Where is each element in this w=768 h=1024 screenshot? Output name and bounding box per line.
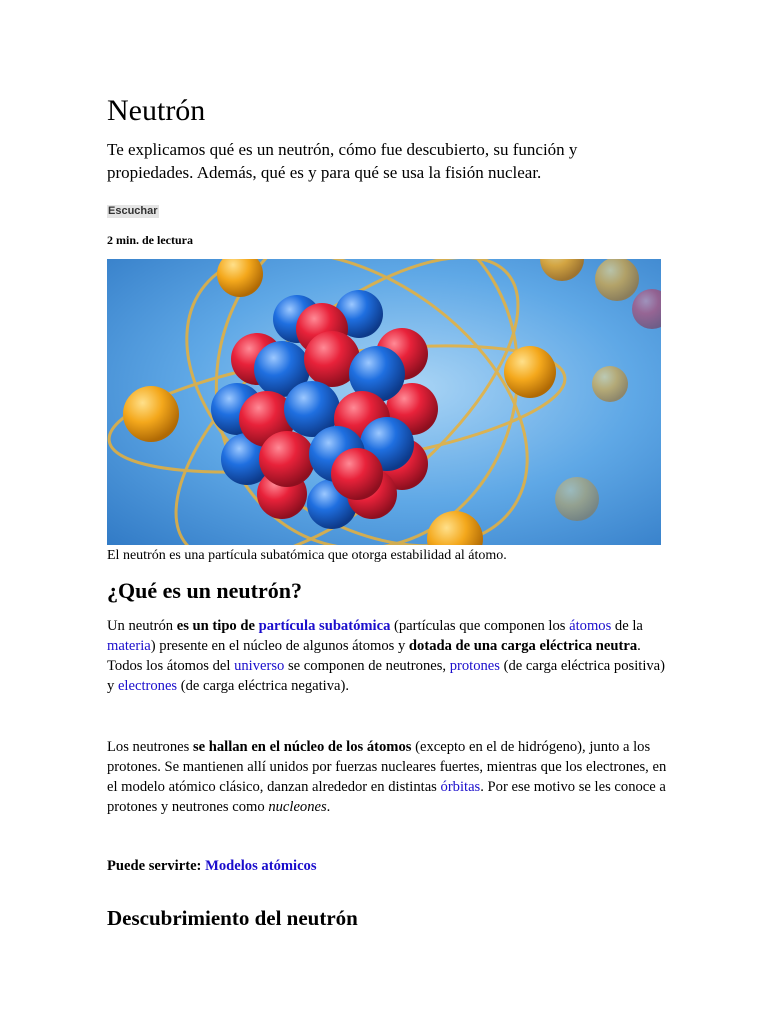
link-atomos[interactable]: átomos (569, 618, 612, 634)
see-also (107, 858, 317, 875)
link-protones[interactable]: protones (449, 658, 500, 674)
bold-text: dotada de una carga eléctrica neutra (408, 638, 638, 654)
text: (excepto en el de hidrógeno), junto a los protones. Se mantienen allí unidos por fuerzas nucleares fuertes, mientras que los electrones, en el modelo atómico clásico, danzan alrededor en distintas (107, 739, 667, 795)
page-title: Neutrón (107, 94, 206, 127)
paragraph-location (107, 737, 667, 817)
section-heading-descubrimiento: Descubrimiento del neutrón (107, 906, 358, 930)
text: se componen de neutrones, (284, 658, 450, 674)
text: (de carga eléctrica positiva) y (107, 658, 666, 694)
link-particula-subatomica[interactable]: partícula subatómica (258, 618, 391, 634)
text: . Todos los átomos del (107, 638, 641, 674)
text: de la (611, 618, 643, 634)
link-materia[interactable]: materia (107, 638, 151, 654)
bold-text: es un tipo de (176, 618, 259, 634)
image-caption: El neutrón es una partícula subatómica que otorga estabilidad al átomo. (107, 548, 507, 563)
text: . (326, 799, 331, 815)
atom-illustration (107, 259, 661, 545)
article-lede: Te explicamos qué es un neutrón, cómo fue descubierto, su función y propiedades. Además, qué es y para qué se usa la fisión nuclear. (107, 140, 578, 182)
italic-text: nucleones (268, 799, 327, 815)
bold-text: se hallan en el núcleo de los átomos (192, 739, 412, 755)
text: (partículas que componen los (390, 618, 570, 634)
link-universo[interactable]: universo (234, 658, 285, 674)
see-also-label: Puede servirte: (107, 858, 206, 874)
text: ) presente en el núcleo de algunos átomos y (150, 638, 409, 654)
section-heading-que-es: ¿Qué es un neutrón? (107, 578, 302, 603)
read-time: 2 min. de lectura (107, 233, 193, 247)
text: Los neutrones (107, 739, 193, 755)
link-electrones[interactable]: electrones (117, 678, 178, 694)
link-modelos-atomicos[interactable]: Modelos atómicos (205, 858, 317, 874)
listen-button[interactable]: Escuchar (108, 205, 158, 217)
paragraph-definition (107, 616, 667, 696)
text: (de carga eléctrica negativa). (177, 678, 350, 694)
atom-image (107, 259, 661, 545)
text: Un neutrón (107, 618, 177, 634)
text: . Por ese motivo se les conoce a protones y neutrones como (107, 779, 666, 815)
link-orbitas[interactable]: órbitas (440, 779, 481, 795)
